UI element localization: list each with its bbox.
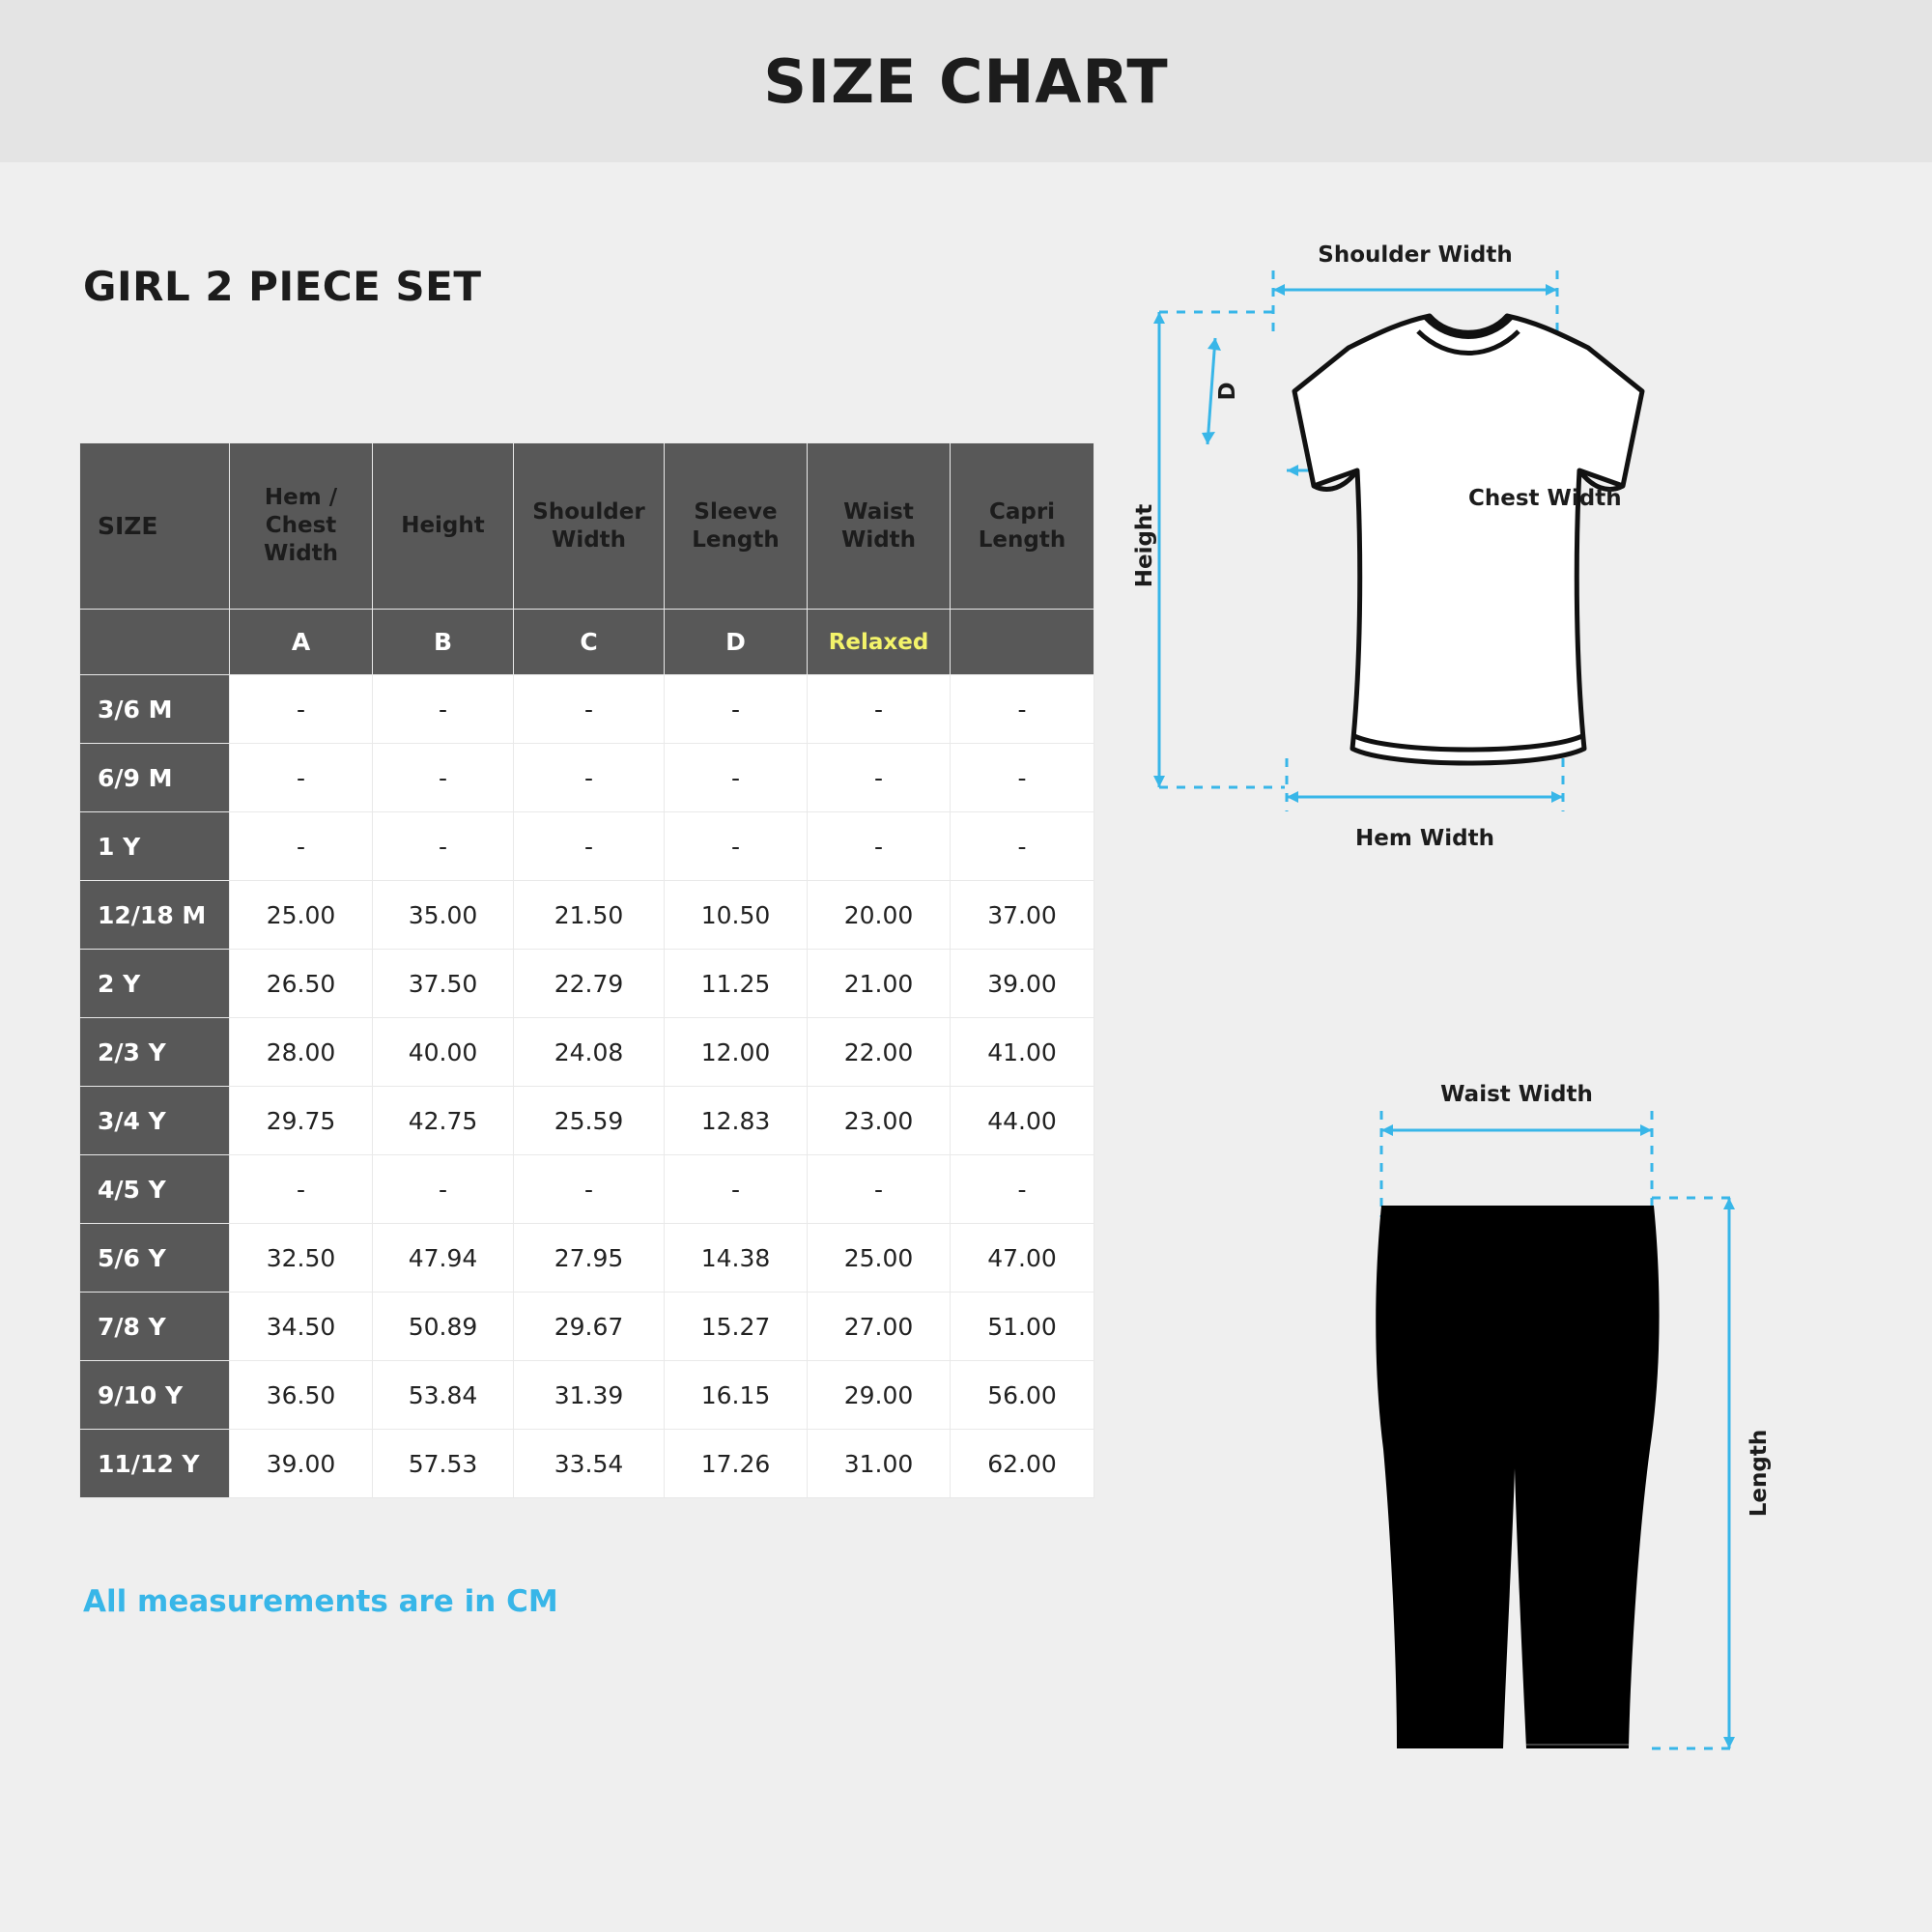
cell-value: - [514,812,665,881]
row-size-label: 9/10 Y [80,1361,230,1430]
table-row [80,950,1094,1018]
column-header-hem-chest-width: Hem / Chest Width [230,443,373,610]
cell-value: 24.08 [514,1018,665,1087]
table-row [80,1155,1094,1224]
cell-value: 26.50 [230,950,373,1018]
cell-value: 11.25 [665,950,808,1018]
label-length: Length [1747,1429,1772,1518]
table-row [80,1430,1094,1498]
cell-value: 47.00 [951,1224,1094,1293]
column-header-capri-length: Capri Length [951,443,1094,610]
cell-value: - [665,744,808,812]
row-size-label: 11/12 Y [80,1430,230,1498]
cell-value: 39.00 [951,950,1094,1018]
cell-value: 31.00 [808,1430,951,1498]
cell-value: 56.00 [951,1361,1094,1430]
cell-value: 27.95 [514,1224,665,1293]
cell-value: 14.38 [665,1224,808,1293]
table-row [80,744,1094,812]
cell-value: 50.89 [373,1293,514,1361]
cell-value: 42.75 [373,1087,514,1155]
code-cell-c: C [514,610,665,675]
cell-value: - [373,1155,514,1224]
label-shoulder-width: Shoulder Width [1318,242,1513,268]
table-header [80,443,1094,610]
cell-value: 22.79 [514,950,665,1018]
cell-value: - [230,744,373,812]
cell-value: - [665,1155,808,1224]
code-cell-size [80,610,230,675]
cell-value: 36.50 [230,1361,373,1430]
tshirt-diagram [1132,242,1835,1058]
cell-value: - [951,1155,1094,1224]
cell-value: - [230,675,373,744]
column-header-height: Height [373,443,514,610]
cell-value: 31.39 [514,1361,665,1430]
cell-value: 29.00 [808,1361,951,1430]
cell-value: 62.00 [951,1430,1094,1498]
cell-value: 29.75 [230,1087,373,1155]
code-cell-capri [951,610,1094,675]
cell-value: - [665,812,808,881]
column-header-size: SIZE [80,443,230,610]
cell-value: - [808,812,951,881]
cell-value: 29.67 [514,1293,665,1361]
cell-value: 28.00 [230,1018,373,1087]
cell-value: 37.50 [373,950,514,1018]
table-row [80,812,1094,881]
measurement-units-note: All measurements are in CM [83,1584,558,1619]
cell-value: 22.00 [808,1018,951,1087]
cell-value: 25.00 [230,881,373,950]
cell-value: 17.26 [665,1430,808,1498]
cell-value: 15.27 [665,1293,808,1361]
cell-value: - [665,675,808,744]
cell-value: 10.50 [665,881,808,950]
cell-value: 41.00 [951,1018,1094,1087]
row-size-label: 5/6 Y [80,1224,230,1293]
cell-value: 37.00 [951,881,1094,950]
code-cell-a: A [230,610,373,675]
size-table-container [79,442,1094,1498]
table-header-row [80,443,1094,610]
cell-value: - [808,675,951,744]
cell-value: 47.94 [373,1224,514,1293]
cell-value: - [514,1155,665,1224]
table-row [80,1018,1094,1087]
row-size-label: 1 Y [80,812,230,881]
cell-value: 35.00 [373,881,514,950]
cell-value: - [373,744,514,812]
cell-value: - [230,812,373,881]
cell-value: 44.00 [951,1087,1094,1155]
cell-value: 27.00 [808,1293,951,1361]
cell-value: - [951,744,1094,812]
cell-value: - [951,812,1094,881]
row-size-label: 3/4 Y [80,1087,230,1155]
cell-value: 51.00 [951,1293,1094,1361]
column-header-waist-width: Waist Width [808,443,951,610]
cell-value: - [373,675,514,744]
cell-value: 32.50 [230,1224,373,1293]
label-waist-width: Waist Width [1440,1082,1593,1107]
product-title: GIRL 2 PIECE SET [83,263,482,310]
row-size-label: 12/18 M [80,881,230,950]
code-cell-b: B [373,610,514,675]
cell-value: 53.84 [373,1361,514,1430]
cell-value: - [808,744,951,812]
column-header-sleeve-length: Sleeve Length [665,443,808,610]
cell-value: 16.15 [665,1361,808,1430]
cell-value: 25.00 [808,1224,951,1293]
row-size-label: 3/6 M [80,675,230,744]
cell-value: 20.00 [808,881,951,950]
column-code-row [80,610,1094,675]
cell-value: 25.59 [514,1087,665,1155]
cell-value: - [373,812,514,881]
column-header-shoulder-width: Shoulder Width [514,443,665,610]
label-hem-width: Hem Width [1355,826,1494,851]
cell-value: 21.50 [514,881,665,950]
cell-value: 40.00 [373,1018,514,1087]
cell-value: - [951,675,1094,744]
row-size-label: 2/3 Y [80,1018,230,1087]
table-row [80,1293,1094,1361]
cell-value: - [808,1155,951,1224]
page-title: SIZE CHART [763,45,1169,117]
cell-value: - [514,675,665,744]
cell-value: 57.53 [373,1430,514,1498]
row-size-label: 6/9 M [80,744,230,812]
row-size-label: 7/8 Y [80,1293,230,1361]
cell-value: 12.00 [665,1018,808,1087]
cell-value: 12.83 [665,1087,808,1155]
cell-value: 34.50 [230,1293,373,1361]
cell-value: - [514,744,665,812]
cell-value: - [230,1155,373,1224]
label-height: Height [1132,503,1157,588]
table-row [80,1224,1094,1293]
table-row [80,675,1094,744]
size-table [79,442,1094,1498]
label-chest-width: Chest Width [1468,486,1622,511]
code-cell-d: D [665,610,808,675]
page-header [0,0,1932,162]
capri-pants-diagram [1372,1082,1855,1884]
code-cell-relaxed: Relaxed [808,610,951,675]
cell-value: 21.00 [808,950,951,1018]
table-row [80,1361,1094,1430]
row-size-label: 4/5 Y [80,1155,230,1224]
row-size-label: 2 Y [80,950,230,1018]
cell-value: 33.54 [514,1430,665,1498]
table-row [80,1087,1094,1155]
cell-value: 23.00 [808,1087,951,1155]
table-body [80,610,1094,1498]
cell-value: 39.00 [230,1430,373,1498]
table-row [80,881,1094,950]
label-sleeve-d: D [1215,382,1240,401]
